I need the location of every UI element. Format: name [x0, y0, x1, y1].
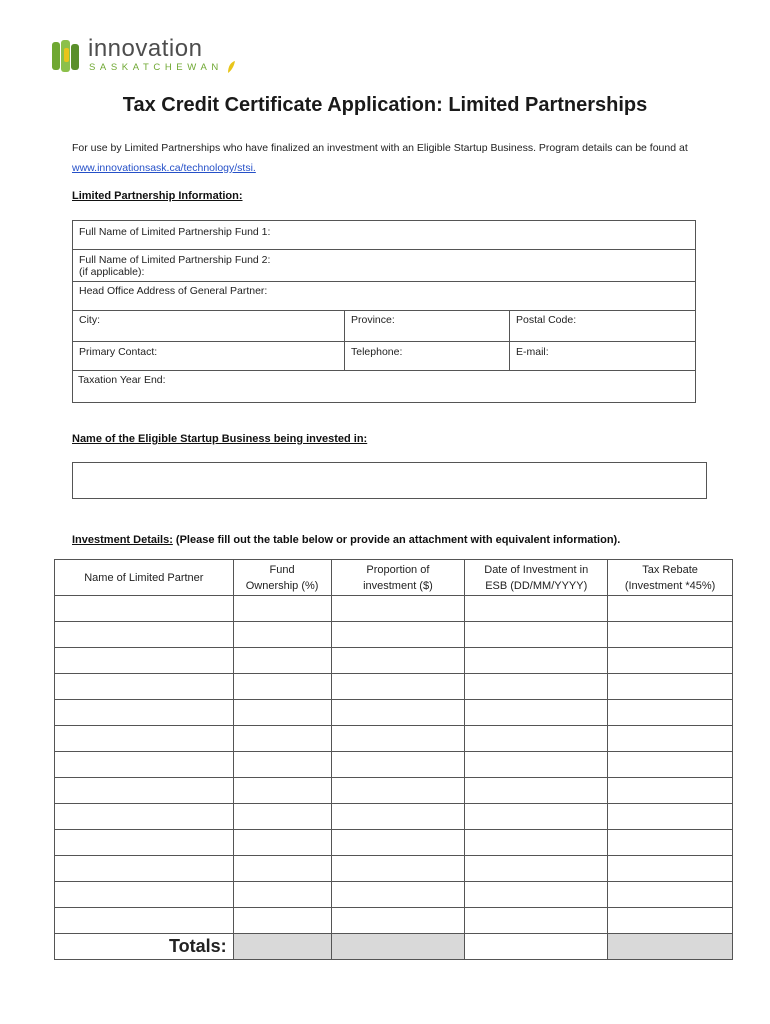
table-row [55, 622, 733, 648]
proportion-cell[interactable] [331, 622, 465, 648]
investment-date-cell[interactable] [465, 830, 608, 856]
total-tax-rebate-cell[interactable] [608, 934, 733, 960]
intro-text: For use by Limited Partnerships who have finalized an investment with an Eligible Startup Business. Program details can be found at [72, 142, 688, 154]
email-label: E-mail: [516, 346, 549, 358]
partner-name-cell[interactable] [55, 700, 234, 726]
investment-date-cell[interactable] [465, 622, 608, 648]
lp-section-heading: Limited Partnership Information: [72, 190, 243, 202]
investment-date-cell[interactable] [465, 596, 608, 622]
investment-date-cell[interactable] [465, 778, 608, 804]
fund-ownership-cell[interactable] [233, 700, 331, 726]
table-row [55, 674, 733, 700]
proportion-cell[interactable] [331, 726, 465, 752]
col-header-fund-ownership-line1: Fund [269, 563, 295, 576]
investment-heading [72, 534, 620, 546]
col-header-proportion [331, 560, 465, 596]
telephone-label: Telephone: [351, 346, 403, 358]
esb-name-field[interactable] [72, 462, 707, 499]
fund-ownership-cell[interactable] [233, 804, 331, 830]
tax-rebate-cell[interactable] [608, 856, 733, 882]
primary-contact-field[interactable] [73, 342, 344, 370]
proportion-cell[interactable] [331, 752, 465, 778]
fund-ownership-cell[interactable] [233, 648, 331, 674]
investment-table [54, 559, 733, 960]
fund-ownership-cell[interactable] [233, 596, 331, 622]
total-date-cell [465, 934, 608, 960]
partner-name-cell[interactable] [55, 648, 234, 674]
proportion-cell[interactable] [331, 830, 465, 856]
col-header-proportion-line2: investment ($) [363, 579, 433, 592]
investment-date-cell[interactable] [465, 908, 608, 934]
investment-heading-label: Investment Details: [72, 534, 173, 546]
tax-rebate-cell[interactable] [608, 830, 733, 856]
total-fund-ownership-cell[interactable] [233, 934, 331, 960]
tax-rebate-cell[interactable] [608, 804, 733, 830]
fund1-label: Full Name of Limited Partnership Fund 1: [79, 226, 271, 238]
partner-name-cell[interactable] [55, 674, 234, 700]
investment-date-cell[interactable] [465, 856, 608, 882]
contact-row [73, 342, 695, 371]
innovation-saskatchewan-logo [50, 35, 250, 78]
investment-date-cell[interactable] [465, 882, 608, 908]
postal-code-label: Postal Code: [516, 314, 577, 326]
partner-name-cell[interactable] [55, 804, 234, 830]
col-header-fund-ownership [233, 560, 331, 596]
program-details-link[interactable]: www.innovationsask.ca/technology/stsi. [72, 162, 256, 174]
fund1-row[interactable] [73, 221, 695, 250]
fund-ownership-cell[interactable] [233, 856, 331, 882]
table-row [55, 778, 733, 804]
taxation-row[interactable] [73, 371, 695, 402]
tax-rebate-cell[interactable] [608, 674, 733, 700]
page-title: Tax Credit Certificate Application: Limited Partnerships [122, 94, 648, 116]
partner-name-cell[interactable] [55, 752, 234, 778]
partner-name-cell[interactable] [55, 622, 234, 648]
fund-ownership-cell[interactable] [233, 830, 331, 856]
head-office-label: Head Office Address of General Partner: [79, 285, 268, 297]
intro-paragraph [72, 138, 712, 178]
head-office-field[interactable] [73, 282, 695, 310]
tax-rebate-cell[interactable] [608, 752, 733, 778]
partner-name-cell[interactable] [55, 596, 234, 622]
table-row [55, 882, 733, 908]
city-field[interactable] [73, 311, 344, 341]
col-header-proportion-line1: Proportion of [366, 563, 430, 576]
col-header-tax-rebate-line1: Tax Rebate [642, 563, 698, 576]
totals-label: Totals: [55, 934, 234, 960]
primary-contact-label: Primary Contact: [79, 346, 158, 358]
fund-ownership-cell[interactable] [233, 778, 331, 804]
tax-rebate-cell[interactable] [608, 596, 733, 622]
fund-ownership-cell[interactable] [233, 882, 331, 908]
head-office-row[interactable] [73, 282, 695, 311]
proportion-cell[interactable] [331, 778, 465, 804]
col-header-fund-ownership-line2: Ownership (%) [245, 579, 319, 592]
proportion-cell[interactable] [331, 648, 465, 674]
tax-rebate-cell[interactable] [608, 778, 733, 804]
fund2-label: Full Name of Limited Partnership Fund 2: [79, 254, 271, 266]
fund-ownership-cell[interactable] [233, 622, 331, 648]
proportion-cell[interactable] [331, 804, 465, 830]
partner-name-cell[interactable] [55, 882, 234, 908]
col-header-tax-rebate-line2: (Investment *45%) [624, 579, 716, 592]
proportion-cell[interactable] [331, 856, 465, 882]
table-row [55, 648, 733, 674]
city-row [73, 311, 695, 342]
leaf-icon [226, 60, 236, 74]
investment-heading-instructions: (Please fill out the table below or provide an attachment with equivalent information). [172, 534, 621, 546]
col-header-investment-date-line2: ESB (DD/MM/YYYY) [485, 579, 588, 592]
fund2-note: (if applicable): [79, 266, 145, 278]
col-header-partner-name [55, 560, 234, 596]
table-row [55, 830, 733, 856]
partner-name-cell[interactable] [55, 908, 234, 934]
tax-rebate-cell[interactable] [608, 908, 733, 934]
investment-date-cell[interactable] [465, 804, 608, 830]
tax-rebate-cell[interactable] [608, 726, 733, 752]
tax-rebate-cell[interactable] [608, 700, 733, 726]
logo-mark-icon [50, 38, 82, 74]
table-row [55, 726, 733, 752]
table-row [55, 908, 733, 934]
esb-section-heading: Name of the Eligible Startup Business being invested in: [72, 433, 368, 445]
partner-name-cell[interactable] [55, 726, 234, 752]
col-header-investment-date [465, 560, 608, 596]
logo-wordmark: innovation [88, 35, 203, 62]
logo-subtext: SASKATCHEWAN [89, 62, 223, 73]
fund-ownership-cell[interactable] [233, 726, 331, 752]
proportion-cell[interactable] [331, 674, 465, 700]
province-label: Province: [351, 314, 395, 326]
postal-code-field[interactable] [509, 311, 695, 341]
taxation-year-end-label: Taxation Year End: [78, 374, 166, 386]
fund-ownership-cell[interactable] [233, 752, 331, 778]
tax-rebate-cell[interactable] [608, 622, 733, 648]
col-header-tax-rebate [608, 560, 733, 596]
investment-date-cell[interactable] [465, 674, 608, 700]
total-proportion-cell[interactable] [331, 934, 465, 960]
col-header-partner-name-text: Name of Limited Partner [84, 571, 204, 584]
proportion-cell[interactable] [331, 882, 465, 908]
province-field[interactable] [344, 311, 509, 341]
partner-name-cell[interactable] [55, 856, 234, 882]
taxation-year-end-field[interactable] [73, 371, 695, 402]
lp-info-form [72, 220, 696, 403]
table-row [55, 856, 733, 882]
partner-name-cell[interactable] [55, 778, 234, 804]
proportion-cell[interactable] [331, 700, 465, 726]
table-row [55, 752, 733, 778]
tax-rebate-cell[interactable] [608, 648, 733, 674]
fund-ownership-cell[interactable] [233, 908, 331, 934]
fund1-field[interactable] [73, 221, 695, 249]
tax-rebate-cell[interactable] [608, 882, 733, 908]
fund2-row[interactable] [73, 250, 695, 282]
telephone-field[interactable] [344, 342, 509, 370]
table-row [55, 804, 733, 830]
fund-ownership-cell[interactable] [233, 674, 331, 700]
fund2-field[interactable] [73, 250, 695, 281]
proportion-cell[interactable] [331, 596, 465, 622]
col-header-investment-date-line1: Date of Investment in [484, 563, 589, 576]
investment-date-cell[interactable] [465, 648, 608, 674]
totals-row [55, 934, 733, 960]
investment-header-row [55, 560, 733, 596]
investment-date-cell[interactable] [465, 752, 608, 778]
table-row [55, 700, 733, 726]
city-label: City: [79, 314, 100, 326]
investment-table-body [55, 596, 733, 960]
partner-name-cell[interactable] [55, 830, 234, 856]
email-field[interactable] [509, 342, 695, 370]
table-row [55, 596, 733, 622]
investment-date-cell[interactable] [465, 700, 608, 726]
investment-date-cell[interactable] [465, 726, 608, 752]
proportion-cell[interactable] [331, 908, 465, 934]
